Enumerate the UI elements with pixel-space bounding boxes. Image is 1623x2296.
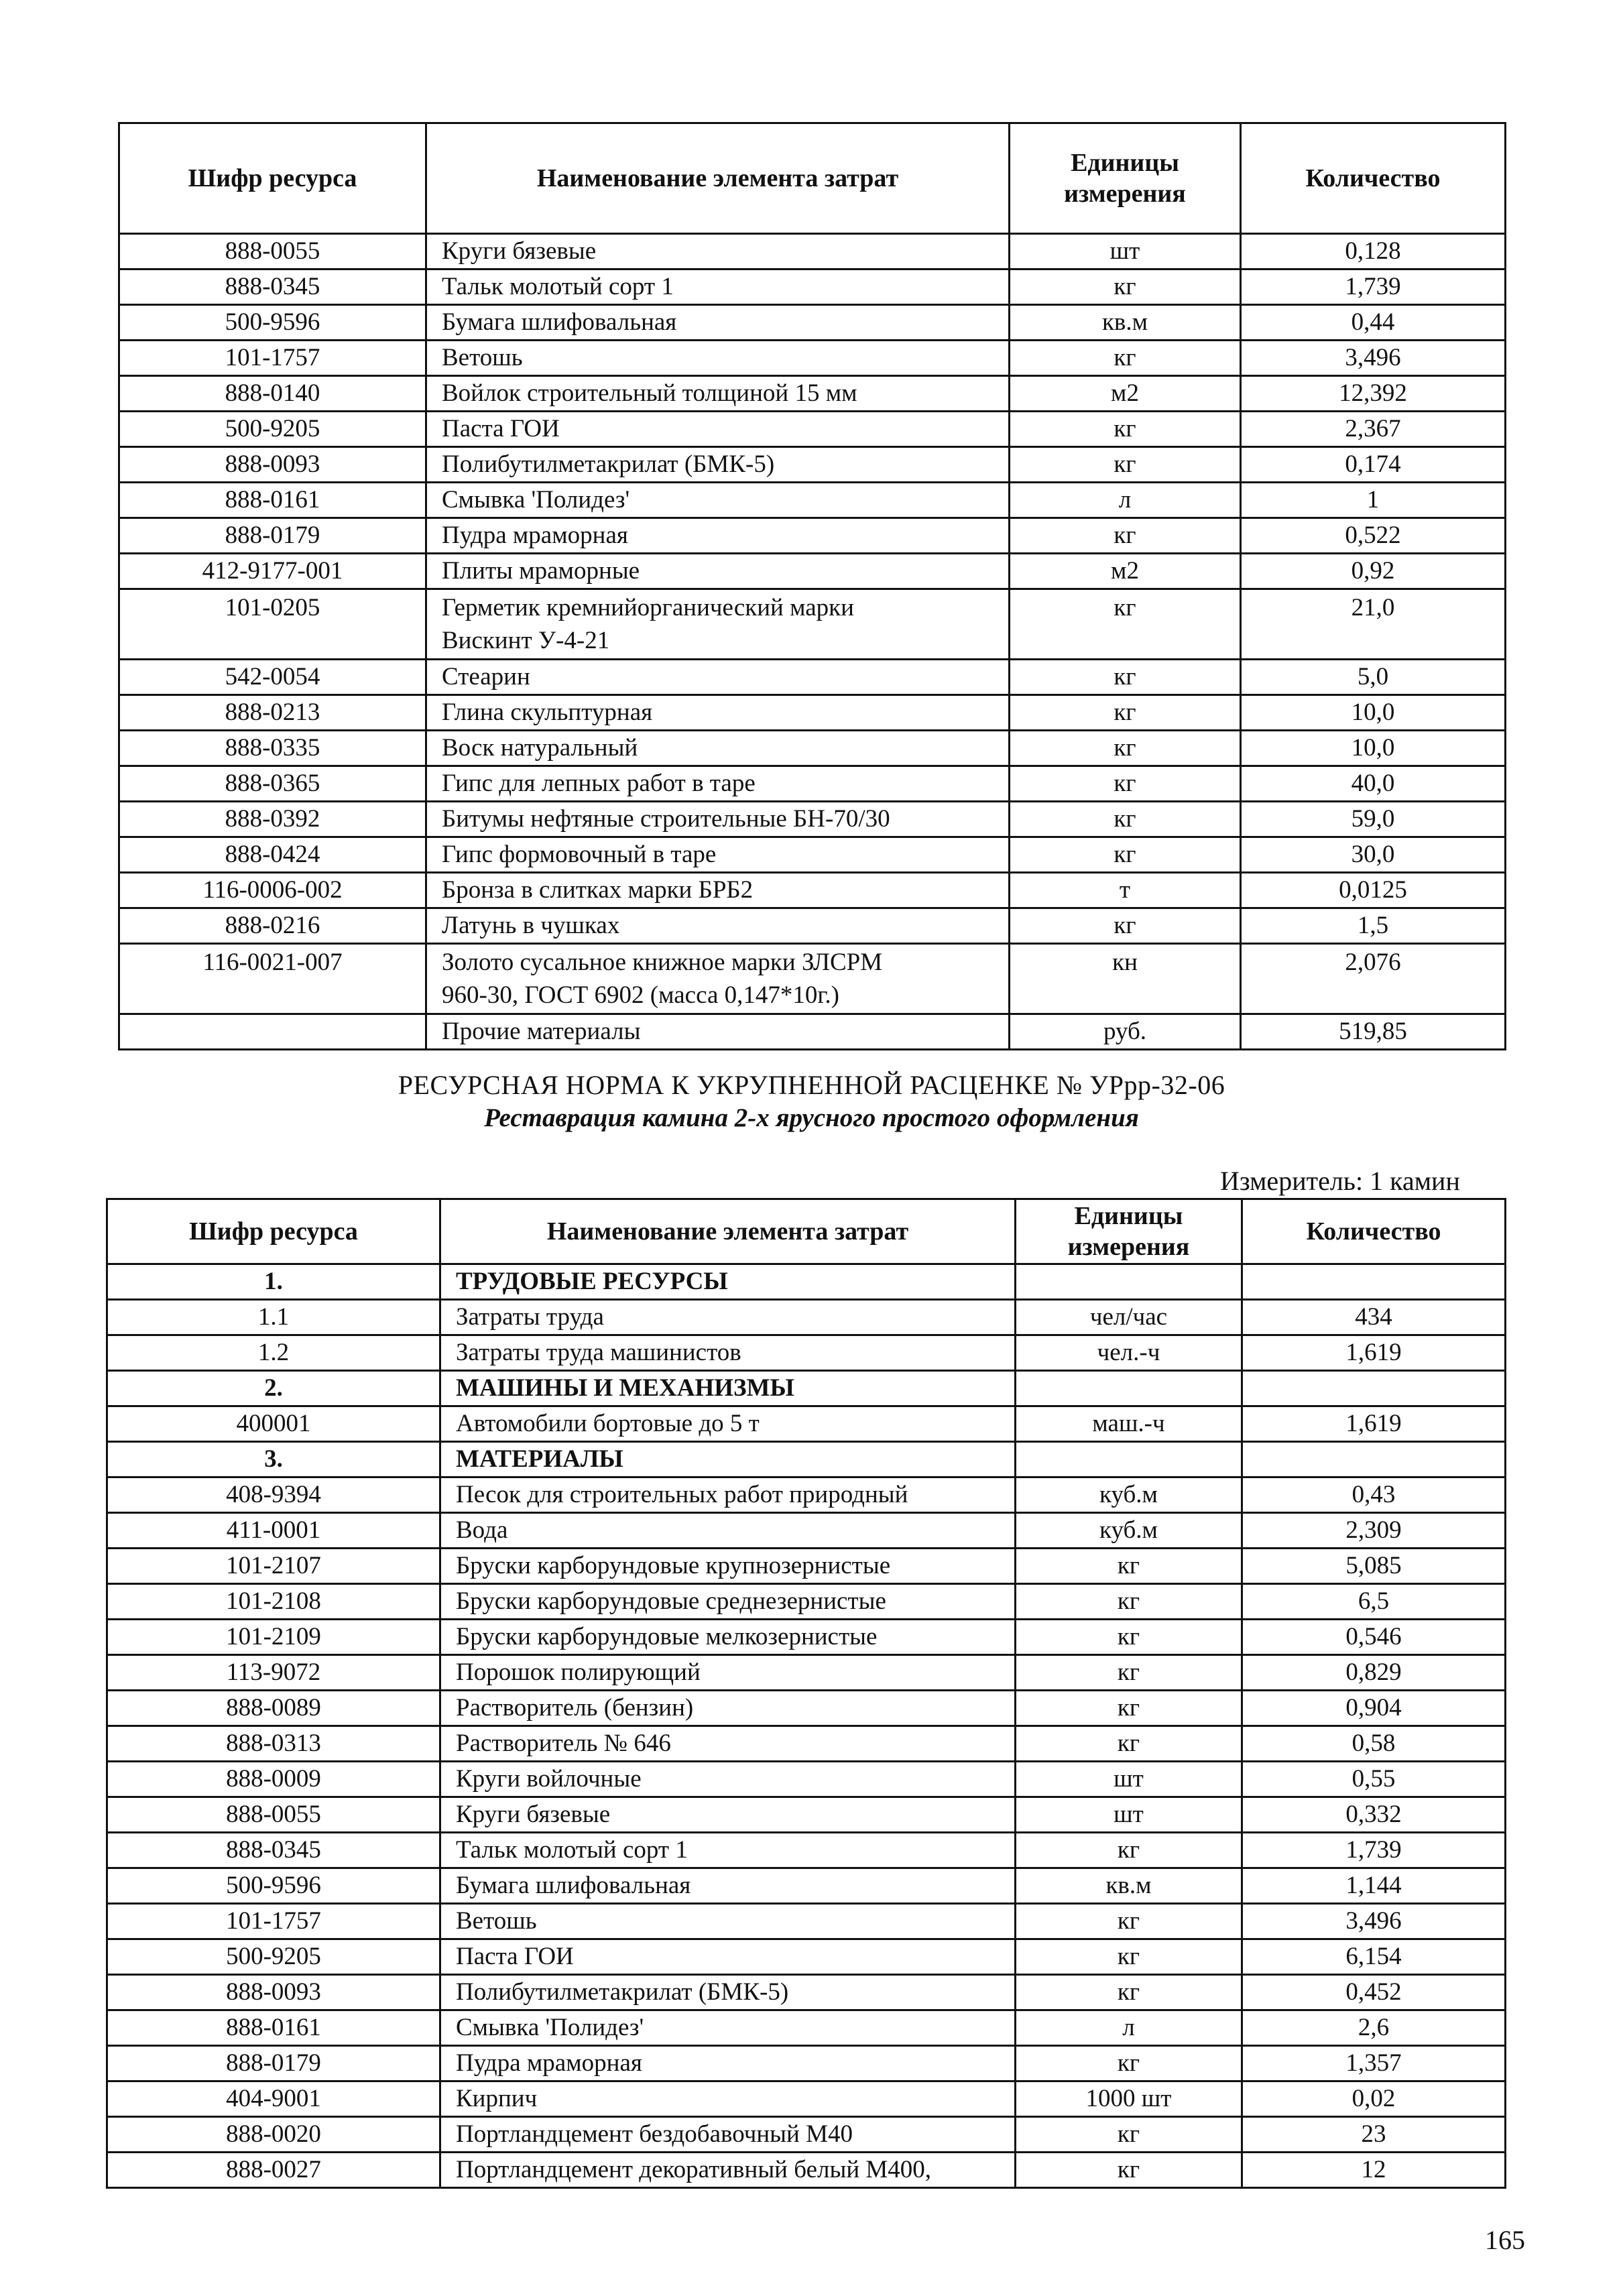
cell-unit: кн xyxy=(1010,944,1241,1014)
cell-quantity: 10,0 xyxy=(1241,695,1506,731)
cell-code: 113-9072 xyxy=(107,1655,440,1691)
cell-unit: кг xyxy=(1010,341,1241,376)
cell-code: 101-0205 xyxy=(119,589,426,660)
cell-name: Портландцемент декоративный белый М400, xyxy=(440,2153,1016,2188)
cell-unit: кг xyxy=(1016,1691,1242,1726)
cell-name: Полибутилметакрилат (БМК-5) xyxy=(426,447,1010,483)
cell-unit: шт xyxy=(1016,1762,1242,1797)
cell-name: Круги бязевые xyxy=(440,1797,1016,1833)
cell-unit: кг xyxy=(1010,447,1241,483)
cell-quantity: 30,0 xyxy=(1241,837,1506,873)
cell-quantity: 2,076 xyxy=(1241,944,1506,1014)
cell-code: 2. xyxy=(107,1371,440,1406)
cell-name: Гипс формовочный в таре xyxy=(426,837,1010,873)
table-row xyxy=(107,2046,1506,2081)
cell-quantity: 5,085 xyxy=(1242,1549,1506,1584)
cell-quantity: 59,0 xyxy=(1241,802,1506,837)
table-row xyxy=(107,1335,1506,1371)
cell-code: 116-0021-007 xyxy=(119,944,426,1014)
cell-unit: руб. xyxy=(1010,1014,1241,1050)
cell-code: 400001 xyxy=(107,1406,440,1442)
cell-quantity: 1,739 xyxy=(1242,1833,1506,1868)
table-row xyxy=(107,1549,1506,1584)
table-row xyxy=(107,2153,1506,2188)
table-row xyxy=(119,554,1506,589)
table-row xyxy=(119,1014,1506,1050)
cell-name-line: Герметик кремнийорганический марки xyxy=(442,594,854,621)
cell-name: Бруски карборундовые среднезернистые xyxy=(440,1584,1016,1620)
cell-code: 888-0179 xyxy=(119,518,426,554)
cell-quantity: 0,546 xyxy=(1242,1620,1506,1655)
table-row xyxy=(119,483,1506,518)
cell-name: Портландцемент бездобавочный М40 xyxy=(440,2117,1016,2153)
cell-unit: кв.м xyxy=(1010,305,1241,341)
cell-unit: кг xyxy=(1010,908,1241,944)
cell-code: 3. xyxy=(107,1442,440,1477)
cell-quantity: 0,829 xyxy=(1242,1655,1506,1691)
cell-unit: кг xyxy=(1016,1975,1242,2010)
cell-name: МАТЕРИАЛЫ xyxy=(440,1442,1016,1477)
table-row xyxy=(107,1797,1506,1833)
cell-code: 888-0313 xyxy=(107,1726,440,1762)
table-row xyxy=(107,1726,1506,1762)
cell-quantity: 0,02 xyxy=(1242,2081,1506,2117)
cell-name: Воск натуральный xyxy=(426,731,1010,766)
cell-name-line: 960-30, ГОСТ 6902 (масса 0,147*10г.) xyxy=(442,981,839,1009)
header-unit: Единицы измерения xyxy=(1016,1199,1242,1264)
cell-code: 500-9596 xyxy=(119,305,426,341)
cell-unit: кг xyxy=(1010,837,1241,873)
cell-code: 101-1757 xyxy=(107,1904,440,1939)
table-row xyxy=(119,944,1506,1014)
cell-unit: кг xyxy=(1010,518,1241,554)
cell-quantity: 3,496 xyxy=(1242,1904,1506,1939)
cell-name: Вода xyxy=(440,1513,1016,1549)
table-row xyxy=(119,376,1506,412)
cell-name: Растворитель № 646 xyxy=(440,1726,1016,1762)
cell-unit: кг xyxy=(1010,731,1241,766)
header-code: Шифр ресурса xyxy=(107,1199,440,1264)
cell-name: Ветошь xyxy=(440,1904,1016,1939)
table-row xyxy=(119,908,1506,944)
cell-name: Бумага шлифовальная xyxy=(440,1868,1016,1904)
cell-code: 888-0365 xyxy=(119,766,426,802)
header-name: Наименование элемента затрат xyxy=(426,123,1010,234)
cell-name: Песок для строительных работ природный xyxy=(440,1477,1016,1513)
cell-code: 101-2108 xyxy=(107,1584,440,1620)
cell-name: Бумага шлифовальная xyxy=(426,305,1010,341)
table-row xyxy=(107,2081,1506,2117)
cell-code: 542-0054 xyxy=(119,660,426,695)
cell-unit: 1000 шт xyxy=(1016,2081,1242,2117)
cell-quantity: 1,619 xyxy=(1242,1335,1506,1371)
table-row xyxy=(119,802,1506,837)
table-row xyxy=(107,1904,1506,1939)
table-row xyxy=(107,1691,1506,1726)
cell-code: 888-0140 xyxy=(119,376,426,412)
cell-name: Растворитель (бензин) xyxy=(440,1691,1016,1726)
cell-quantity: 2,6 xyxy=(1242,2010,1506,2046)
header-name: Наименование элемента затрат xyxy=(440,1199,1016,1264)
cell-unit xyxy=(1016,1371,1242,1406)
cell-quantity: 0,0125 xyxy=(1241,873,1506,908)
cell-quantity: 2,309 xyxy=(1242,1513,1506,1549)
cell-code: 116-0006-002 xyxy=(119,873,426,908)
cell-name: Круги войлочные xyxy=(440,1762,1016,1797)
cell-code: 888-0020 xyxy=(107,2117,440,2153)
table-row xyxy=(119,873,1506,908)
cell-unit: куб.м xyxy=(1016,1513,1242,1549)
cell-quantity: 3,496 xyxy=(1241,341,1506,376)
section-row xyxy=(107,1442,1506,1477)
cell-unit: кг xyxy=(1010,802,1241,837)
cell-unit: л xyxy=(1010,483,1241,518)
cell-unit: кг xyxy=(1016,1620,1242,1655)
cell-quantity: 0,92 xyxy=(1241,554,1506,589)
cell-quantity: 6,5 xyxy=(1242,1584,1506,1620)
cell-code: 888-0345 xyxy=(119,269,426,305)
cell-quantity: 0,522 xyxy=(1241,518,1506,554)
cell-code: 411-0001 xyxy=(107,1513,440,1549)
header-code: Шифр ресурса xyxy=(119,123,426,234)
cell-code: 888-0055 xyxy=(119,234,426,269)
header-quantity: Количество xyxy=(1242,1199,1506,1264)
cell-quantity xyxy=(1242,1371,1506,1406)
cell-unit: куб.м xyxy=(1016,1477,1242,1513)
cell-unit: шт xyxy=(1010,234,1241,269)
cell-quantity: 0,44 xyxy=(1241,305,1506,341)
table-row xyxy=(107,1584,1506,1620)
cell-quantity: 0,332 xyxy=(1242,1797,1506,1833)
norm-subtitle: Реставрация камина 2-х ярусного простого оформления xyxy=(484,1103,1139,1132)
cell-unit: л xyxy=(1016,2010,1242,2046)
cell-name: Плиты мраморные xyxy=(426,554,1010,589)
cell-name-line: Вискинт У-4-21 xyxy=(442,627,610,654)
table-row xyxy=(119,660,1506,695)
cell-name: Стеарин xyxy=(426,660,1010,695)
cell-unit: кг xyxy=(1016,1939,1242,1975)
cell-name: Смывка 'Полидез' xyxy=(426,483,1010,518)
cell-name: Автомобили бортовые до 5 т xyxy=(440,1406,1016,1442)
table-row xyxy=(119,766,1506,802)
cell-quantity xyxy=(1242,1442,1506,1477)
cell-code: 101-2109 xyxy=(107,1620,440,1655)
cell-code: 888-0161 xyxy=(107,2010,440,2046)
resource-norm-table xyxy=(106,1198,1506,2189)
cell-quantity: 1,357 xyxy=(1242,2046,1506,2081)
resource-table-continued xyxy=(118,122,1506,1050)
cell-code: 888-0345 xyxy=(107,1833,440,1868)
cell-quantity: 1,144 xyxy=(1242,1868,1506,1904)
cell-name: Полибутилметакрилат (БМК-5) xyxy=(440,1975,1016,2010)
cell-quantity: 1,5 xyxy=(1241,908,1506,944)
cell-quantity: 40,0 xyxy=(1241,766,1506,802)
cell-unit: кг xyxy=(1010,660,1241,695)
cell-code: 408-9394 xyxy=(107,1477,440,1513)
cell-quantity: 1 xyxy=(1241,483,1506,518)
cell-code: 888-0216 xyxy=(119,908,426,944)
cell-unit: кг xyxy=(1016,2046,1242,2081)
cell-unit: кг xyxy=(1016,1726,1242,1762)
cell-unit: кг xyxy=(1016,1584,1242,1620)
cell-quantity: 0,904 xyxy=(1242,1691,1506,1726)
cell-quantity: 6,154 xyxy=(1242,1939,1506,1975)
cell-quantity: 12,392 xyxy=(1241,376,1506,412)
cell-unit: кв.м xyxy=(1016,1868,1242,1904)
cell-quantity: 0,128 xyxy=(1241,234,1506,269)
table-header-row xyxy=(119,123,1506,234)
cell-name: Паста ГОИ xyxy=(426,412,1010,447)
table-row xyxy=(107,1939,1506,1975)
cell-code: 500-9596 xyxy=(107,1868,440,1904)
cell-quantity: 5,0 xyxy=(1241,660,1506,695)
cell-unit: кг xyxy=(1016,2117,1242,2153)
cell-quantity: 0,174 xyxy=(1241,447,1506,483)
table-row xyxy=(107,1833,1506,1868)
table-row xyxy=(107,1620,1506,1655)
cell-name: Круги бязевые xyxy=(426,234,1010,269)
cell-unit xyxy=(1016,1442,1242,1477)
table-row xyxy=(107,1975,1506,2010)
cell-unit: шт xyxy=(1016,1797,1242,1833)
cell-name: Затраты труда машинистов xyxy=(440,1335,1016,1371)
table-row xyxy=(119,695,1506,731)
cell-name: Глина скульптурная xyxy=(426,695,1010,731)
cell-name: Затраты труда xyxy=(440,1300,1016,1335)
cell-quantity: 0,55 xyxy=(1242,1762,1506,1797)
measure-unit: Измеритель: 1 камин xyxy=(1220,1166,1460,1196)
cell-name-line: Золото сусальное книжное марки ЗЛСРМ xyxy=(442,949,883,976)
cell-name: Смывка 'Полидез' xyxy=(440,2010,1016,2046)
table-row xyxy=(119,269,1506,305)
cell-code: 888-0335 xyxy=(119,731,426,766)
cell-code: 888-0093 xyxy=(119,447,426,483)
cell-code: 888-0055 xyxy=(107,1797,440,1833)
cell-code: 888-0392 xyxy=(119,802,426,837)
section-row xyxy=(107,1264,1506,1300)
table-row xyxy=(119,341,1506,376)
cell-code: 500-9205 xyxy=(107,1939,440,1975)
cell-code: 888-0027 xyxy=(107,2153,440,2188)
table-row xyxy=(107,1477,1506,1513)
cell-name xyxy=(426,589,1010,660)
cell-code xyxy=(119,1014,426,1050)
cell-unit: кг xyxy=(1010,766,1241,802)
cell-quantity: 23 xyxy=(1242,2117,1506,2153)
header-unit: Единицы измерения xyxy=(1010,123,1241,234)
cell-unit xyxy=(1016,1264,1242,1300)
table-row xyxy=(107,1655,1506,1691)
cell-name: Битумы нефтяные строительные БН-70/30 xyxy=(426,802,1010,837)
table-row xyxy=(107,1762,1506,1797)
table-row xyxy=(119,518,1506,554)
cell-code: 1. xyxy=(107,1264,440,1300)
table-row xyxy=(119,731,1506,766)
cell-unit: кг xyxy=(1016,1549,1242,1584)
table-row xyxy=(119,305,1506,341)
cell-code: 888-0093 xyxy=(107,1975,440,2010)
table-row xyxy=(107,1300,1506,1335)
cell-quantity: 12 xyxy=(1242,2153,1506,2188)
table-row xyxy=(119,589,1506,660)
section-row xyxy=(107,1371,1506,1406)
cell-unit: чел/час xyxy=(1016,1300,1242,1335)
table-body xyxy=(119,234,1506,1050)
cell-unit: кг xyxy=(1016,1904,1242,1939)
table-row xyxy=(119,837,1506,873)
norm-title: РЕСУРСНАЯ НОРМА К УКРУПНЕННОЙ РАСЦЕНКЕ № УРрр-32-06 xyxy=(398,1070,1225,1100)
cell-quantity: 10,0 xyxy=(1241,731,1506,766)
cell-name: Бруски карборундовые крупнозернистые xyxy=(440,1549,1016,1584)
table-row xyxy=(119,234,1506,269)
cell-unit: кг xyxy=(1016,1833,1242,1868)
cell-quantity xyxy=(1242,1264,1506,1300)
table-row xyxy=(119,412,1506,447)
cell-name xyxy=(426,944,1010,1014)
cell-quantity: 1,619 xyxy=(1242,1406,1506,1442)
cell-name: ТРУДОВЫЕ РЕСУРСЫ xyxy=(440,1264,1016,1300)
cell-code: 888-0213 xyxy=(119,695,426,731)
cell-quantity: 0,43 xyxy=(1242,1477,1506,1513)
cell-name: Паста ГОИ xyxy=(440,1939,1016,1975)
page-number: 165 xyxy=(1485,2225,1525,2255)
cell-quantity: 0,452 xyxy=(1242,1975,1506,2010)
cell-name: Войлок строительный толщиной 15 мм xyxy=(426,376,1010,412)
cell-name: Тальк молотый сорт 1 xyxy=(440,1833,1016,1868)
cell-name: Тальк молотый сорт 1 xyxy=(426,269,1010,305)
cell-code: 500-9205 xyxy=(119,412,426,447)
table-row xyxy=(107,1406,1506,1442)
cell-code: 1.1 xyxy=(107,1300,440,1335)
cell-unit: кг xyxy=(1010,695,1241,731)
cell-code: 888-0424 xyxy=(119,837,426,873)
cell-unit: маш.-ч xyxy=(1016,1406,1242,1442)
cell-name: Пудра мраморная xyxy=(426,518,1010,554)
cell-name: Кирпич xyxy=(440,2081,1016,2117)
cell-name: Прочие материалы xyxy=(426,1014,1010,1050)
cell-unit: т xyxy=(1010,873,1241,908)
cell-code: 888-0089 xyxy=(107,1691,440,1726)
table-header-row xyxy=(107,1199,1506,1264)
cell-quantity: 2,367 xyxy=(1241,412,1506,447)
cell-unit: м2 xyxy=(1010,554,1241,589)
cell-code: 888-0179 xyxy=(107,2046,440,2081)
cell-unit: кг xyxy=(1016,1655,1242,1691)
cell-quantity: 21,0 xyxy=(1241,589,1506,660)
cell-code: 888-0161 xyxy=(119,483,426,518)
cell-quantity: 0,58 xyxy=(1242,1726,1506,1762)
cell-name: Латунь в чушках xyxy=(426,908,1010,944)
cell-name: Пудра мраморная xyxy=(440,2046,1016,2081)
header-quantity: Количество xyxy=(1241,123,1506,234)
cell-unit: кг xyxy=(1010,589,1241,660)
cell-name: Гипс для лепных работ в таре xyxy=(426,766,1010,802)
cell-name: Порошок полирующий xyxy=(440,1655,1016,1691)
cell-unit: чел.-ч xyxy=(1016,1335,1242,1371)
cell-code: 888-0009 xyxy=(107,1762,440,1797)
cell-unit: кг xyxy=(1016,2153,1242,2188)
cell-code: 404-9001 xyxy=(107,2081,440,2117)
cell-code: 1.2 xyxy=(107,1335,440,1371)
cell-quantity: 519,85 xyxy=(1241,1014,1506,1050)
cell-name: Бруски карборундовые мелкозернистые xyxy=(440,1620,1016,1655)
cell-name: Ветошь xyxy=(426,341,1010,376)
cell-quantity: 434 xyxy=(1242,1300,1506,1335)
table-row xyxy=(107,1513,1506,1549)
cell-code: 101-1757 xyxy=(119,341,426,376)
cell-code: 412-9177-001 xyxy=(119,554,426,589)
table-row xyxy=(107,1868,1506,1904)
table-row xyxy=(107,2117,1506,2153)
cell-name: Бронза в слитках марки БРБ2 xyxy=(426,873,1010,908)
table-row xyxy=(107,2010,1506,2046)
cell-code: 101-2107 xyxy=(107,1549,440,1584)
cell-unit: м2 xyxy=(1010,376,1241,412)
cell-unit: кг xyxy=(1010,412,1241,447)
table-row xyxy=(119,447,1506,483)
cell-unit: кг xyxy=(1010,269,1241,305)
cell-quantity: 1,739 xyxy=(1241,269,1506,305)
cell-name: МАШИНЫ И МЕХАНИЗМЫ xyxy=(440,1371,1016,1406)
table-body xyxy=(107,1264,1506,2188)
